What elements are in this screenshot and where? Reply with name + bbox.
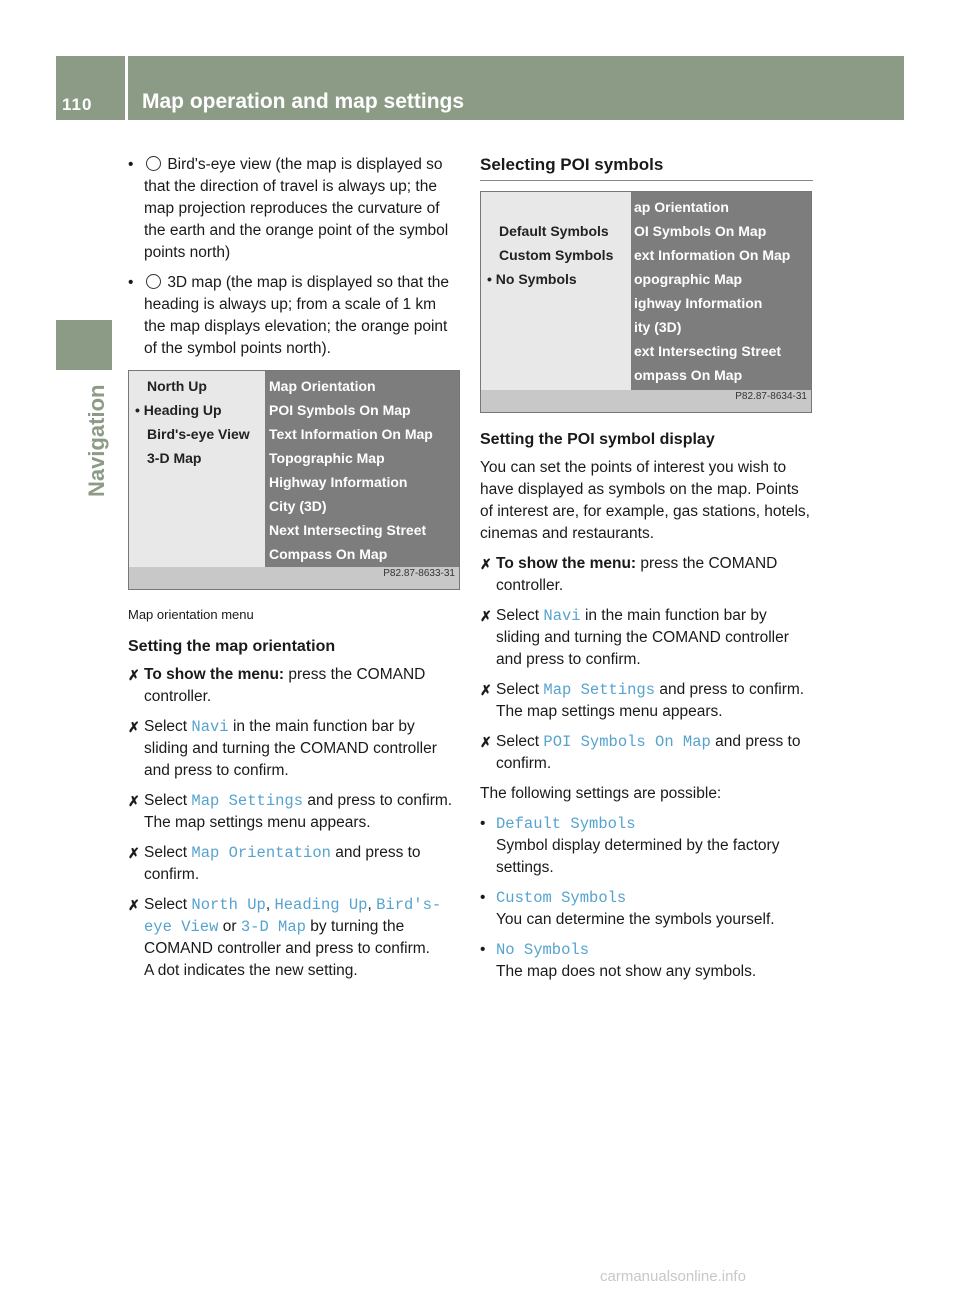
menu-code: North Up — [191, 896, 266, 914]
screenshot-option: Bird's-eye View — [147, 426, 250, 442]
step-result: A dot indicates the new setting. — [144, 962, 358, 979]
watermark: carmanualsonline.info — [600, 1268, 746, 1285]
step-text: and press to confirm. — [144, 844, 421, 883]
screenshot-menu-item: Compass On Map — [269, 546, 388, 562]
screenshot-menu-item: Map Orientation — [269, 378, 376, 394]
step-text: press the COMAND controller. — [496, 555, 778, 594]
option-description: You can determine the symbols yourself. — [496, 911, 775, 928]
step-text: and press to confirm. — [659, 681, 805, 698]
step-arrow-icon: ✗ — [480, 556, 492, 572]
instruction-step — [128, 664, 460, 708]
menu-code: Map Orientation — [191, 844, 331, 862]
screenshot-menu-item: Topographic Map — [269, 450, 385, 466]
instruction-step — [480, 553, 813, 597]
figure-caption: Map orientation menu — [128, 607, 254, 622]
bullet: • — [128, 156, 134, 173]
instruction-step — [480, 605, 813, 671]
screenshot-menu-item: ighway Information — [634, 295, 763, 311]
bullet-text: Bird's-eye view (the map is displayed so that the direction of travel is always up; the map projection reproduces the curvature of the earth and the orange point of the symbol points north) — [144, 156, 449, 261]
screenshot-option: • Heading Up — [135, 402, 222, 418]
screenshot-menu-item: opographic Map — [634, 271, 743, 287]
bullet: • — [480, 941, 486, 958]
option-description: The map does not show any symbols. — [496, 963, 757, 980]
instruction-step — [480, 679, 813, 723]
step-result: The map settings menu appears. — [496, 703, 723, 720]
option-item — [480, 887, 813, 931]
step-arrow-icon: ✗ — [128, 667, 140, 683]
step-text: or — [222, 918, 237, 935]
option-icon — [146, 274, 161, 289]
menu-code: Custom Symbols — [496, 889, 627, 907]
instruction-step — [128, 790, 460, 834]
option-item — [480, 813, 813, 879]
screenshot-menu-item: Next Intersecting Street — [269, 522, 427, 538]
page-number: 110 — [62, 95, 93, 114]
menu-code: Map Settings — [191, 792, 304, 810]
option-description: Symbol display determined by the factory settings. — [496, 837, 780, 876]
step-text: Select — [144, 792, 188, 809]
screenshot-menu-item: Text Information On Map — [269, 426, 433, 442]
page-title: Map operation and map settings — [142, 90, 465, 113]
option-item — [480, 939, 813, 983]
instruction-step — [128, 716, 460, 782]
step-text: Select — [496, 607, 540, 624]
list-item — [128, 154, 460, 264]
step-label: To show the menu: — [496, 555, 637, 572]
screenshot-menu-item: ompass On Map — [634, 367, 743, 383]
screenshot-option: Custom Symbols — [499, 247, 614, 263]
screenshot-menu-item: ity (3D) — [634, 319, 682, 335]
step-text: Select — [496, 733, 540, 750]
section-label: Navigation — [84, 384, 109, 497]
step-arrow-icon: ✗ — [480, 608, 492, 624]
section-heading: Selecting POI symbols — [480, 154, 813, 181]
subsection-heading: Setting the POI symbol display — [480, 431, 715, 448]
step-text: by turning the COMAND controller and press to confirm. — [144, 918, 430, 957]
screenshot-menu-item: ap Orientation — [634, 199, 729, 215]
poi-symbols-screenshot — [480, 191, 812, 413]
option-icon — [146, 156, 161, 171]
section-tab — [56, 320, 112, 370]
step-label: To show the menu: — [144, 666, 285, 683]
menu-code: POI Symbols On Map — [543, 733, 711, 751]
step-arrow-icon: ✗ — [128, 719, 140, 735]
screenshot-option: • No Symbols — [487, 271, 577, 287]
screenshot-option: 3-D Map — [147, 450, 202, 466]
map-orientation-screenshot — [128, 370, 460, 590]
menu-code: No Symbols — [496, 941, 590, 959]
menu-code: Map Settings — [543, 681, 656, 699]
screenshot-menu-item: ext Information On Map — [634, 247, 791, 263]
step-arrow-icon: ✗ — [128, 845, 140, 861]
step-arrow-icon: ✗ — [480, 682, 492, 698]
menu-code: 3-D Map — [240, 918, 306, 936]
step-text: Select — [144, 718, 188, 735]
screenshot-menu-item: OI Symbols On Map — [634, 223, 767, 239]
left-column — [128, 154, 460, 990]
list-item — [128, 272, 460, 360]
intro-paragraph: You can set the points of interest you wish to have displayed as symbols on the map. Points of interest are, for example, gas stations, hotels, cinemas and restaurants. — [480, 459, 810, 542]
step-text: Select — [144, 844, 188, 861]
step-text: in the main function bar by sliding and turning the COMAND controller and press to confirm. — [144, 718, 437, 779]
step-text: Select — [496, 681, 540, 698]
screenshot-menu-item: City (3D) — [269, 498, 327, 514]
screenshot-option: North Up — [147, 378, 207, 394]
step-text: in the main function bar by sliding and turning the COMAND controller and press to confirm. — [496, 607, 789, 668]
bullet: • — [480, 889, 486, 906]
screenshot-menu-item: Highway Information — [269, 474, 408, 490]
header-divider — [125, 56, 128, 120]
step-arrow-icon: ✗ — [480, 734, 492, 750]
bullet: • — [128, 274, 134, 291]
menu-code: Bird's-eye View — [144, 896, 442, 936]
figure-code: P82.87-8634-31 — [735, 391, 807, 402]
menu-code: Heading Up — [274, 896, 368, 914]
step-text: and press to confirm. — [307, 792, 453, 809]
step-text: Select — [144, 896, 188, 913]
screenshot-option: Default Symbols — [499, 223, 609, 239]
following-text: The following settings are possible: — [480, 785, 722, 802]
menu-code: Navi — [543, 607, 581, 625]
step-text: and press to confirm. — [496, 733, 801, 772]
instruction-step: ✗ Select North Up, Heading Up, Bird's-eye View or 3-D Map by turning the COMAND controller and press to confirm. A dot indicates the new setting. — [128, 896, 442, 979]
screenshot-menu-item: ext Intersecting Street — [634, 343, 782, 359]
screenshot-menu-item: POI Symbols On Map — [269, 402, 411, 418]
instruction-step — [480, 731, 813, 775]
figure-code: P82.87-8633-31 — [383, 568, 455, 579]
right-column — [480, 154, 813, 991]
section-heading: Setting the map orientation — [128, 638, 336, 655]
bullet: • — [480, 815, 486, 832]
step-result: The map settings menu appears. — [144, 814, 371, 831]
step-arrow-icon: ✗ — [128, 897, 140, 913]
step-text: press the COMAND controller. — [144, 666, 426, 705]
bullet-text: 3D map (the map is displayed so that the heading is always up; from a scale of 1 km the map displays elevation; the orange point of the symbol points north). — [144, 274, 450, 357]
step-arrow-icon: ✗ — [128, 793, 140, 809]
instruction-step — [128, 842, 460, 886]
menu-code: Navi — [191, 718, 229, 736]
menu-code: Default Symbols — [496, 815, 636, 833]
